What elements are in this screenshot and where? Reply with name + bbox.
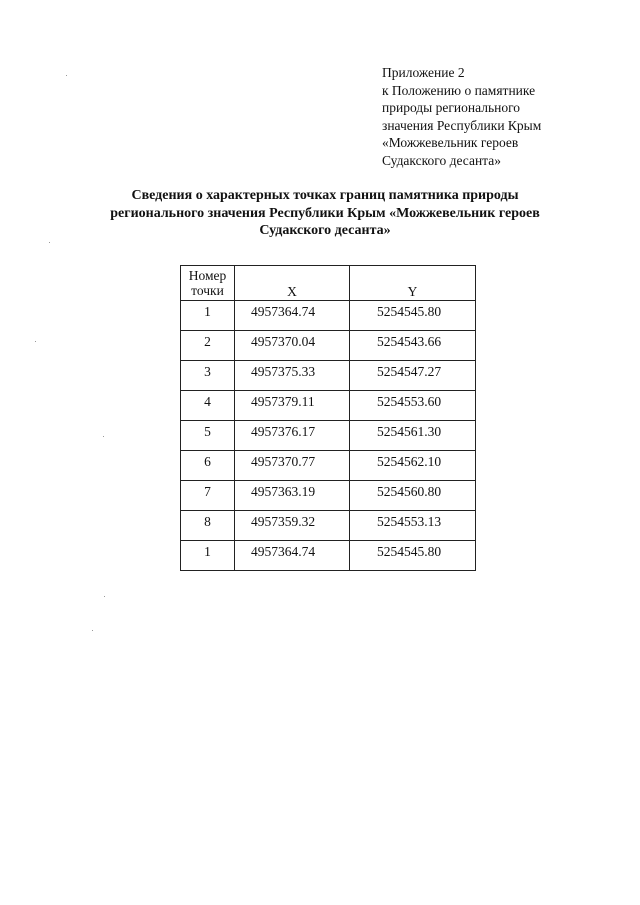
cell-point-number-value: 1 xyxy=(204,304,211,319)
table-header-row xyxy=(181,266,476,301)
title-line: регионального значения Республики Крым «Можжевельник героев xyxy=(110,205,540,221)
cell-y-value: 5254545.80 xyxy=(377,544,442,559)
cell-x xyxy=(235,541,350,571)
cell-y-value: 5254561.30 xyxy=(377,424,442,439)
cell-y xyxy=(350,511,476,541)
cell-point-number-value: 4 xyxy=(204,394,211,409)
appendix-reference xyxy=(382,64,632,169)
cell-y xyxy=(350,451,476,481)
table-row xyxy=(181,421,476,451)
cell-y xyxy=(350,361,476,391)
header-point-line2: точки xyxy=(191,283,224,298)
table-row xyxy=(181,331,476,361)
scan-speck xyxy=(103,436,104,437)
cell-y xyxy=(350,481,476,511)
cell-y-value: 5254562.10 xyxy=(377,454,442,469)
cell-y-value: 5254553.13 xyxy=(377,514,442,529)
cell-x xyxy=(235,481,350,511)
scan-speck xyxy=(66,75,67,76)
appendix-line: природы регионального xyxy=(382,100,521,115)
cell-x-value: 4957370.77 xyxy=(251,454,316,469)
cell-point-number xyxy=(181,451,235,481)
header-y-label: Y xyxy=(407,284,418,299)
scan-speck xyxy=(49,242,50,243)
cell-y xyxy=(350,541,476,571)
table-row xyxy=(181,361,476,391)
cell-point-number-value: 3 xyxy=(204,364,211,379)
cell-point-number xyxy=(181,331,235,361)
cell-point-number xyxy=(181,391,235,421)
cell-point-number xyxy=(181,511,235,541)
cell-y-value: 5254545.80 xyxy=(377,304,442,319)
cell-point-number-value: 1 xyxy=(204,544,211,559)
table-row xyxy=(181,301,476,331)
cell-point-number-value: 5 xyxy=(204,424,211,439)
scan-speck xyxy=(92,630,93,631)
cell-x-value: 4957376.17 xyxy=(251,424,316,439)
cell-x xyxy=(235,421,350,451)
cell-y-value: 5254560.80 xyxy=(377,484,442,499)
cell-x-value: 4957379.11 xyxy=(251,394,315,409)
coordinates-table xyxy=(180,265,476,571)
cell-x-value: 4957375.33 xyxy=(251,364,316,379)
cell-y xyxy=(350,421,476,451)
cell-y xyxy=(350,301,476,331)
document-title xyxy=(60,187,590,240)
cell-y-value: 5254543.66 xyxy=(377,334,442,349)
table-row xyxy=(181,451,476,481)
title-line: Судакского десанта» xyxy=(259,223,391,238)
appendix-line: Судакского десанта» xyxy=(382,152,501,168)
cell-point-number xyxy=(181,421,235,451)
cell-point-number xyxy=(181,301,235,331)
cell-x-value: 4957363.19 xyxy=(251,484,316,499)
scan-speck xyxy=(104,596,105,597)
cell-point-number-value: 2 xyxy=(204,334,211,349)
cell-x xyxy=(235,511,350,541)
cell-point-number xyxy=(181,541,235,571)
table-row xyxy=(181,391,476,421)
cell-x-value: 4957359.32 xyxy=(251,514,316,529)
cell-x xyxy=(235,451,350,481)
header-x-label: X xyxy=(287,284,297,299)
table-row xyxy=(181,511,476,541)
cell-y-value: 5254553.60 xyxy=(377,394,442,409)
cell-x-value: 4957364.74 xyxy=(251,304,316,319)
table-row xyxy=(181,541,476,571)
cell-y xyxy=(350,331,476,361)
cell-point-number-value: 7 xyxy=(204,484,211,499)
cell-x xyxy=(235,331,350,361)
cell-point-number-value: 6 xyxy=(204,454,211,469)
cell-y-value: 5254547.27 xyxy=(377,364,442,379)
appendix-line: значения Республики Крым xyxy=(382,117,542,133)
cell-point-number xyxy=(181,361,235,391)
header-point-number xyxy=(181,266,235,301)
appendix-line: к Положению о памятнике xyxy=(382,82,536,98)
table-row xyxy=(181,481,476,511)
cell-x-value: 4957370.04 xyxy=(251,334,316,349)
cell-x xyxy=(235,361,350,391)
cell-x xyxy=(235,391,350,421)
appendix-line: Приложение 2 xyxy=(382,65,465,80)
header-point-line1: Номер xyxy=(188,268,227,283)
title-line: Сведения о характерных точках границ памятника природы xyxy=(131,188,519,203)
cell-point-number-value: 8 xyxy=(204,514,211,529)
scan-speck xyxy=(35,341,36,342)
header-y xyxy=(350,266,476,301)
cell-y xyxy=(350,391,476,421)
cell-x-value: 4957364.74 xyxy=(251,544,316,559)
appendix-line: «Можжевельник героев xyxy=(382,135,519,150)
cell-x xyxy=(235,301,350,331)
cell-point-number xyxy=(181,481,235,511)
header-x xyxy=(235,266,350,301)
